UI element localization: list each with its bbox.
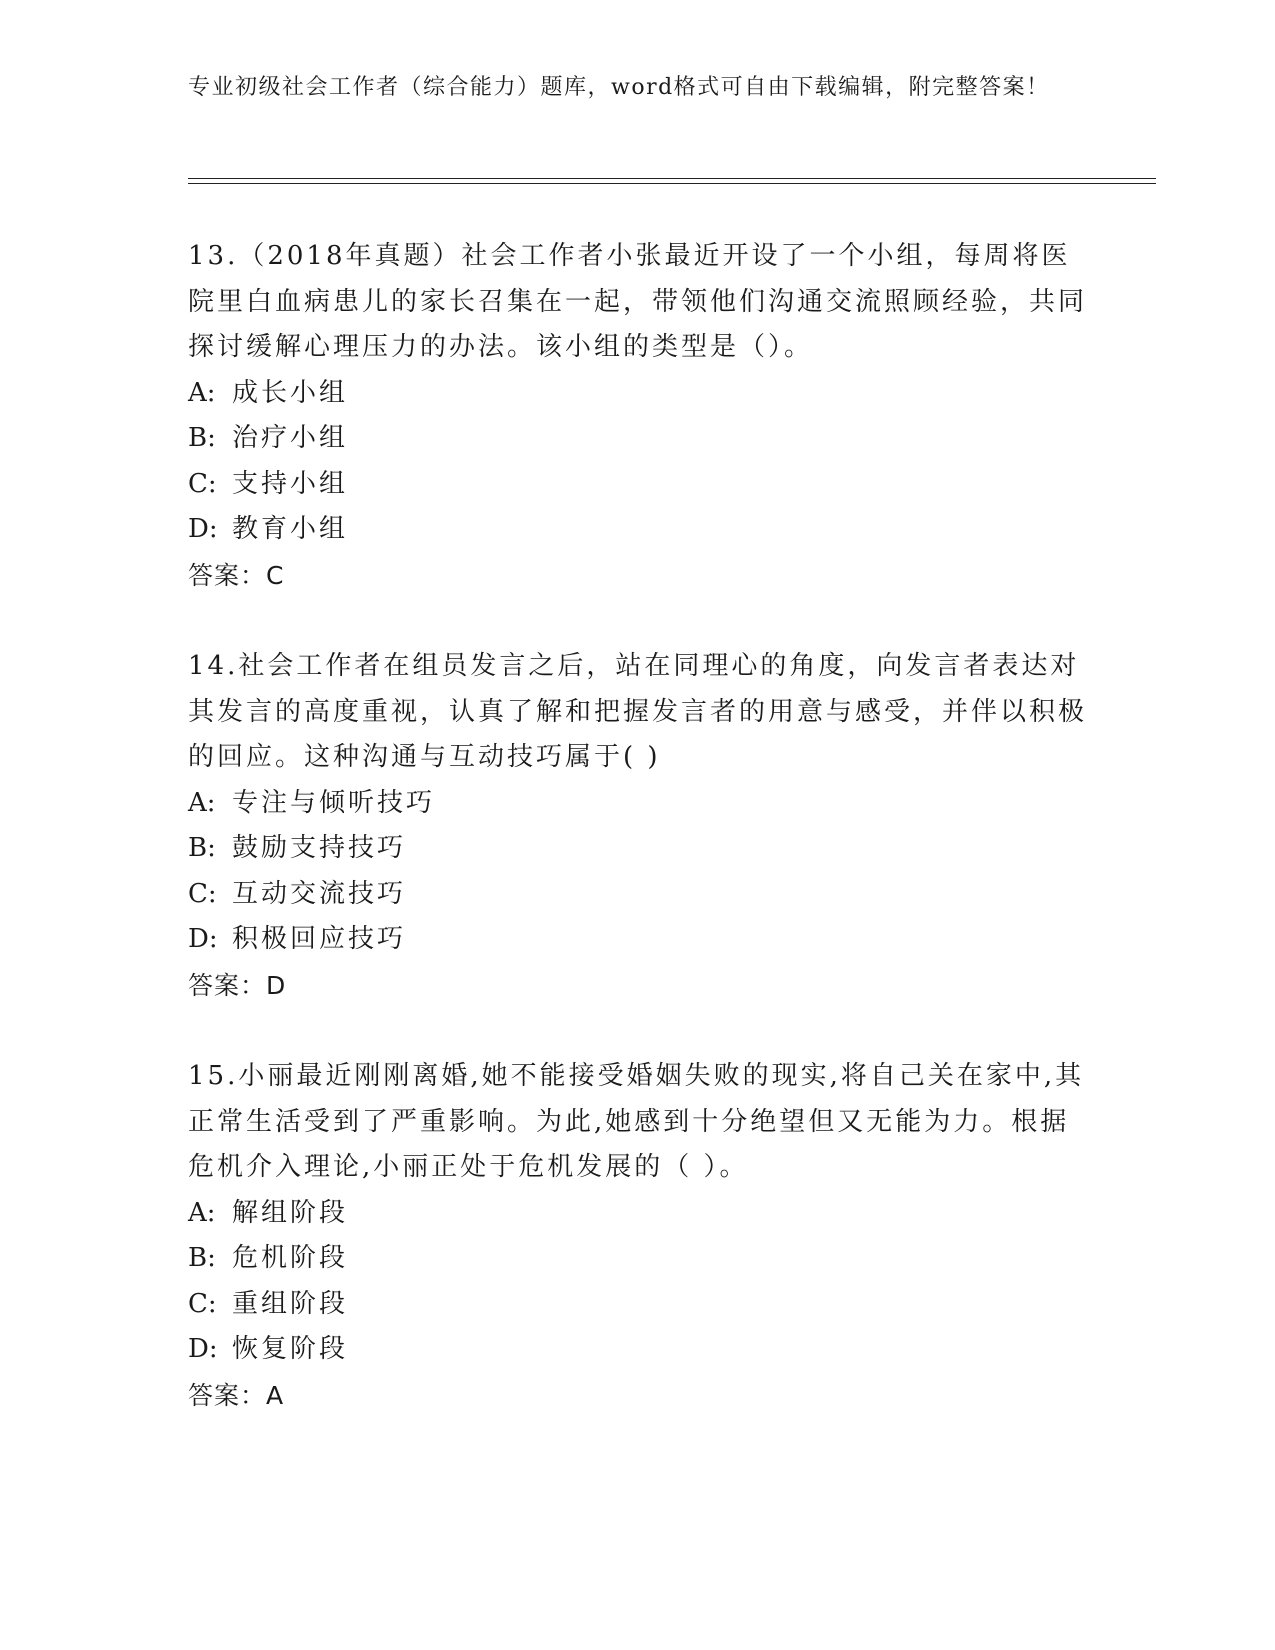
option-letter: C:	[188, 468, 217, 499]
option-letter: A:	[188, 787, 216, 818]
option-text: 恢复阶段	[232, 1334, 349, 1364]
header-divider-top	[188, 178, 1156, 179]
answer: 答案：D	[188, 970, 287, 1000]
answer: 答案：A	[188, 1380, 285, 1410]
option-text: 积极回应技巧	[232, 924, 407, 954]
option-letter: A:	[188, 1197, 216, 1228]
option-letter: D:	[188, 1334, 218, 1364]
option-text: 解组阶段	[232, 1197, 349, 1228]
question-stem: 13.（2018年真题）社会工作者小张最近开设了一个小组，每周将医院里白血病患儿的家长召集在一起，带领他们沟通交流照顾经验，共同探讨缓解心理压力的办法。该小组的类型是（）。	[188, 241, 1088, 362]
header-divider-bottom	[188, 183, 1156, 184]
question-stem: 14.社会工作者在组员发言之后，站在同理心的角度，向发言者表达对其发言的高度重视，认真了解和把握发言者的用意与感受，并伴以积极的回应。这种沟通与互动技巧属于( )	[188, 651, 1088, 772]
option-a	[188, 1191, 1088, 1237]
option-letter: C:	[188, 878, 217, 909]
question-13	[188, 234, 1088, 598]
option-c	[188, 1282, 1088, 1328]
option-letter: A:	[188, 377, 216, 408]
option-d	[188, 917, 1088, 963]
option-letter: B:	[188, 1243, 216, 1273]
option-letter: B:	[188, 423, 216, 453]
document-header: 专业初级社会工作者（综合能力）题库，word格式可自由下载编辑，附完整答案！	[188, 75, 1050, 100]
option-text: 危机阶段	[232, 1243, 349, 1273]
option-text: 鼓励支持技巧	[232, 833, 407, 863]
option-a	[188, 781, 1088, 827]
option-letter: C:	[188, 1288, 217, 1319]
option-text: 成长小组	[232, 377, 349, 408]
option-letter: D:	[188, 924, 218, 954]
option-text: 支持小组	[232, 468, 349, 499]
answer: 答案：C	[188, 560, 285, 590]
option-a	[188, 371, 1088, 417]
option-text: 治疗小组	[232, 423, 349, 453]
option-d	[188, 1327, 1088, 1373]
option-b	[188, 1236, 1088, 1282]
question-15	[188, 1054, 1088, 1418]
question-stem: 15.小丽最近刚刚离婚,她不能接受婚姻失败的现实,将自己关在家中,其正常生活受到了严重影响。为此,她感到十分绝望但又无能为力。根据危机介入理论,小丽正处于危机发展的（ ）。	[188, 1061, 1085, 1182]
option-text: 互动交流技巧	[232, 878, 407, 909]
option-letter: D:	[188, 514, 218, 544]
option-letter: B:	[188, 833, 216, 863]
option-text: 专注与倾听技巧	[232, 787, 436, 818]
option-b	[188, 826, 1088, 872]
option-d	[188, 507, 1088, 553]
question-14	[188, 644, 1088, 1008]
option-text: 教育小组	[232, 514, 349, 544]
option-c	[188, 462, 1088, 508]
option-b	[188, 416, 1088, 462]
option-text: 重组阶段	[232, 1288, 349, 1319]
option-c	[188, 872, 1088, 918]
